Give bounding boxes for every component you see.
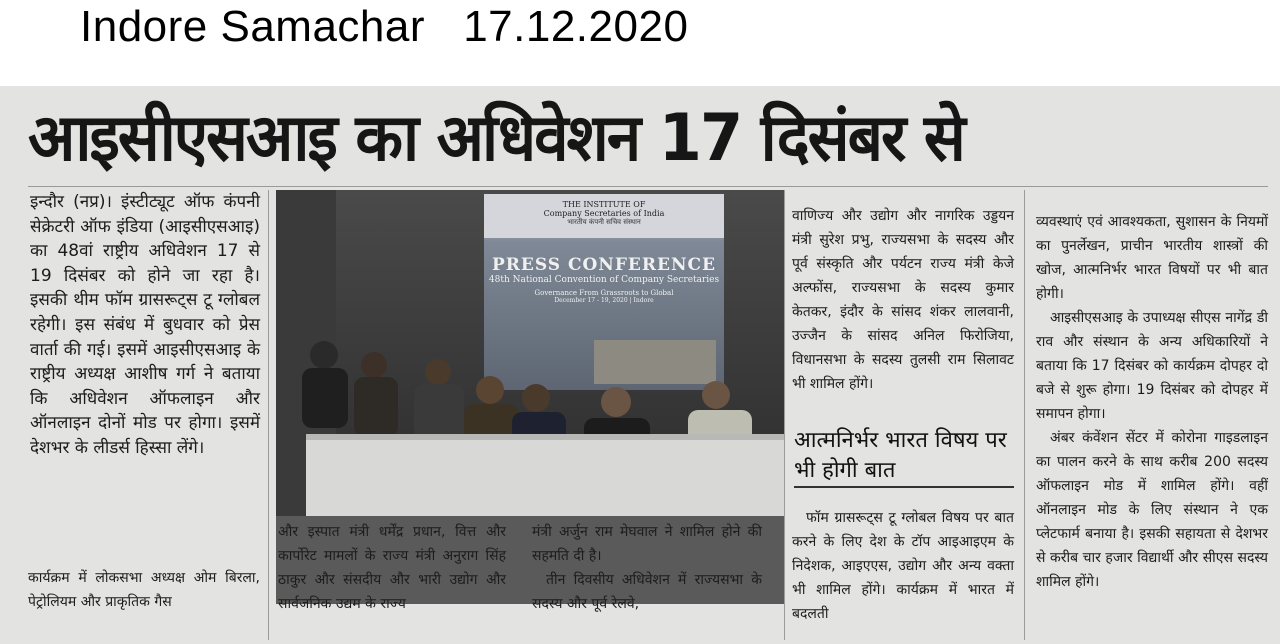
source-caption: Indore Samachar 17.12.2020 [80,2,689,51]
under-photo-right-paragraph-1: मंत्री अर्जुन राम मेघवाल ने शामिल होने की सहमति दी है। [532,524,762,564]
under-photo-right-column [532,520,762,616]
banner-dates: December 17 - 19, 2020 | Indore [554,297,654,304]
banner-subtitle: 48th National Convention of Company Secretaries [488,275,720,285]
fourth-column-paragraph-1: व्यवस्थाएं एवं आवश्यकता, सुशासन के नियमों का पुनर्लेखन, प्राचीन भारतीय शास्त्रों की खोज, आत्मनिर्भर भारत विषयों पर भी बात होगी। [1036,214,1268,302]
banner-theme: Governance From Grassroots to Global [534,289,674,297]
banner-institute-hindi: भारतीय कंपनी सचिव संस्थान [567,218,641,226]
banner-title: PRESS CONFERENCE [492,255,716,275]
lead-foot-column [28,566,260,614]
third-column-paragraph: वाणिज्य और उद्योग और नागरिक उड्डयन मंत्री सुरेश प्रभु, राज्यसभा के सदस्य और पूर्व संस्कृति और पर्यटन राज्य मंत्री केजे अल्फोंस, राज्यसभा के सदस्य कुमार केतकर, इंदौर के सांसद शंकर लालवानी, उज्जैन के सांसद अनिल फिरोजिया, विधानसभा के सदस्य तुलसी राम सिलावट भी शामिल होंगे। [792,208,1014,392]
lead-foot-paragraph: कार्यक्रम में लोकसभा अध्यक्ष ओम बिरला, पेट्रोलियम और प्राकृतिक गैस [28,570,260,610]
subheading-rule [794,486,1014,488]
subheading: आत्मनिर्भर भारत विषय पर भी होगी बात [794,428,1007,483]
banner-institute-name: Company Secretaries of India [543,209,665,218]
fourth-column-paragraph-2: आइसीएसआइ के उपाध्यक्ष सीएस नागेंद्र डी राव और संस्थान के अन्य अधिकारियों ने बताया कि 17 दिसंबर को कार्यक्रम दोपहर दो बजे से शुरू होगा। 19 दिसंबर को दोपहर में समापन होगा। [1036,310,1268,422]
headline: आइसीएसआइ का अधिवेशन 17 दिसंबर से [28,99,964,176]
fourth-column [1036,210,1268,594]
third-column-body [792,506,1014,626]
column-rule [1024,190,1025,640]
lead-paragraph: इन्दौर (नप्र)। इंस्टीट्यूट ऑफ कंपनी सेक्रेटरी ऑफ इंडिया (आइसीएसआइ) का 48वां राष्ट्रीय अधिवेशन 17 से 19 दिसंबर को होने जा रहा है। इसकी थीम फॉम ग्रासरूट्स टू ग्लोबल रहेगी। इस संबंध में बुधवार को प्रेस वार्ता की गई। इसमें आइसीएसआइ के राष्ट्रीय अध्यक्ष आशीष गर्ग ने बताया कि अधिवेशन ऑफलाइन और ऑनलाइन दोनों मोड पर होगा। इसमें देशभर के लीडर्स हिस्सा लेंगे। [30,192,260,458]
table [306,434,784,516]
lead-column [30,190,260,461]
headline-rule [28,186,1268,187]
fourth-column-paragraph-3: अंबर कंवेंशन सेंटर में कोरोना गाइडलाइन का पालन करने के साथ करीब 200 सदस्य ऑफलाइन मोड में शामिल होंगे। वहीं ऑनलाइन मोड के लिए संस्थान ने एक प्लेटफार्म बनाया है। इसकी सहायता से देशभर से करीब चार हजार विद्यार्थी और सीएस सदस्य शामिल होंगे। [1036,430,1268,590]
third-column-body-paragraph: फॉम ग्रासरूट्स टू ग्लोबल विषय पर बात करने के लिए देश के टॉप आइआइएम के निदेशक, आइएएस, उद्योग और अन्य वक्ता भी शामिल होंगे। कार्यक्रम में भारत में बदलती [792,510,1014,622]
under-photo-left-paragraph: और इस्पात मंत्री धर्मेंद्र प्रधान, वित्त और कार्पोरेट मामलों के राज्य मंत्री अनुराग सिंह ठाकुर और संसदीय और भारी उद्योग और सार्वजनिक उद्यम के राज्य [278,524,506,612]
banner-institute: THE INSTITUTE OF [562,200,646,209]
newspaper-clipping [0,86,1280,644]
under-photo-right-paragraph-2: तीन दिवसीय अधिवेशन में राज्यसभा के सदस्य और पूर्व रेलवे, [532,572,762,612]
third-column-top [792,204,1014,396]
column-rule [784,190,785,640]
under-photo-left-column [278,520,506,616]
column-rule [268,190,269,640]
